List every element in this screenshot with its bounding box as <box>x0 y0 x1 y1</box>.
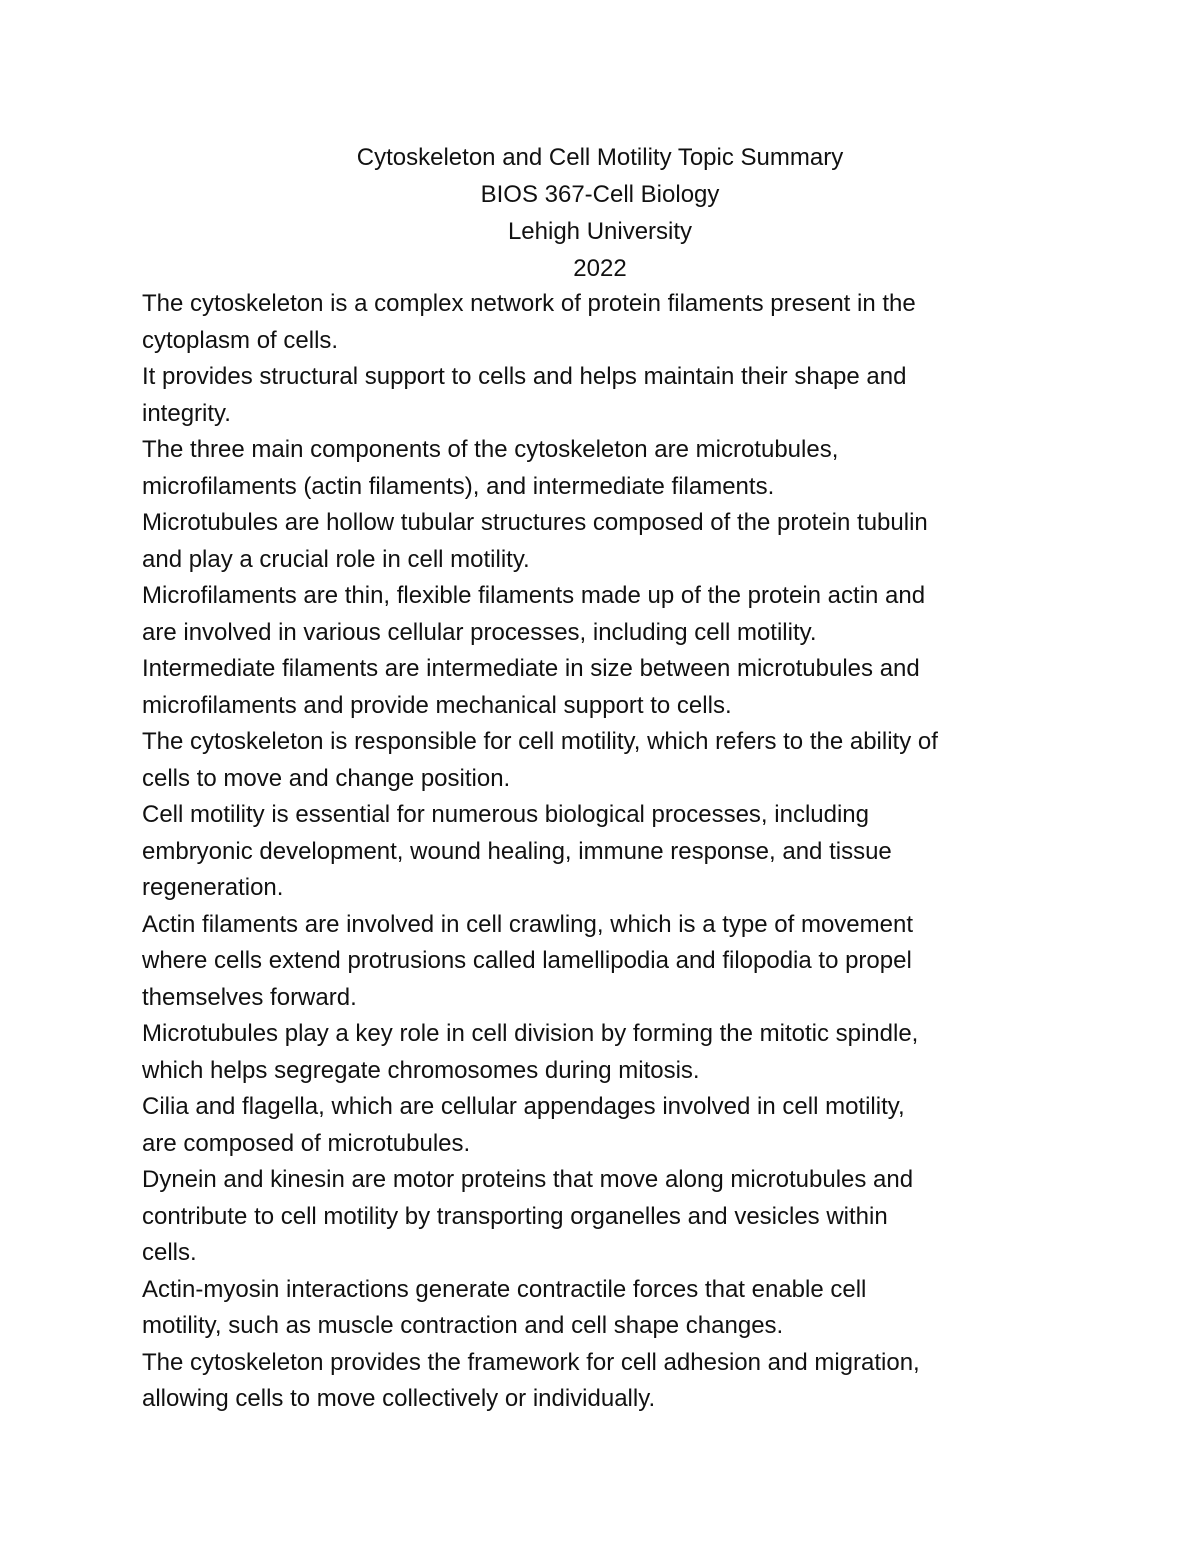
paragraph-line: themselves forward. <box>142 983 357 1011</box>
paragraph-line: Microtubules play a key role in cell division by forming the mitotic spindle, <box>142 1020 919 1047</box>
paragraph-line: Cilia and flagella, which are cellular appendages involved in cell motility, <box>142 1093 905 1120</box>
paragraph-line: The three main components of the cytoskeleton are microtubules, <box>142 436 839 463</box>
document-header <box>0 139 1200 287</box>
paragraph-line: microfilaments (actin filaments), and intermediate filaments. <box>142 472 775 500</box>
paragraph-line: Dynein and kinesin are motor proteins that move along microtubules and <box>142 1166 914 1193</box>
paragraph-line: The cytoskeleton is responsible for cell motility, which refers to the ability of <box>142 728 938 755</box>
paragraph-line: integrity. <box>142 399 231 427</box>
paragraph <box>142 1016 1072 1089</box>
paragraph-line: Microfilaments are thin, flexible filaments made up of the protein actin and <box>142 582 926 609</box>
paragraph-line: and play a crucial role in cell motility. <box>142 545 530 573</box>
paragraph-line: Actin filaments are involved in cell crawling, which is a type of movement <box>142 910 913 938</box>
paragraph <box>142 286 1072 359</box>
paragraph <box>142 359 1072 432</box>
paragraph-line: which helps segregate chromosomes during mitosis. <box>142 1056 700 1084</box>
paragraph-line: The cytoskeleton provides the framework for cell adhesion and migration, <box>142 1348 920 1376</box>
paragraph-line: Microtubules are hollow tubular structures composed of the protein tubulin <box>142 509 928 536</box>
paragraph-line: It provides structural support to cells and helps maintain their shape and <box>142 363 907 390</box>
paragraph-line: embryonic development, wound healing, immune response, and tissue <box>142 837 892 865</box>
paragraph-line: are involved in various cellular processes, including cell motility. <box>142 618 817 646</box>
paragraph-line: contribute to cell motility by transporting organelles and vesicles within <box>142 1202 888 1230</box>
institution-name: Lehigh University <box>507 218 693 245</box>
document-year: 2022 <box>573 255 627 282</box>
paragraph <box>142 505 1072 578</box>
paragraph-line: regeneration. <box>142 874 284 901</box>
paragraph-line: where cells extend protrusions called lamellipodia and filopodia to propel <box>142 947 912 974</box>
paragraph-line: are composed of microtubules. <box>142 1129 471 1157</box>
paragraph <box>142 1162 1072 1272</box>
paragraph <box>142 651 1072 724</box>
paragraph <box>142 1272 1072 1345</box>
paragraph <box>142 578 1072 651</box>
paragraph <box>142 797 1072 907</box>
paragraph-line: allowing cells to move collectively or individually. <box>142 1385 656 1412</box>
paragraph <box>142 724 1072 797</box>
paragraph <box>142 907 1072 1017</box>
document-title: Cytoskeleton and Cell Motility Topic Summary <box>356 144 844 171</box>
paragraph <box>142 432 1072 505</box>
paragraph-line: Intermediate filaments are intermediate in size between microtubules and <box>142 655 920 682</box>
paragraph <box>142 1089 1072 1162</box>
course-name: BIOS 367-Cell Biology <box>480 181 720 208</box>
paragraph-line: Actin-myosin interactions generate contractile forces that enable cell <box>142 1275 867 1303</box>
paragraph-line: cytoplasm of cells. <box>142 326 339 354</box>
paragraph-line: cells. <box>142 1239 197 1266</box>
paragraph <box>142 1345 1072 1418</box>
paragraph-line: Cell motility is essential for numerous biological processes, including <box>142 801 869 828</box>
paragraph-line: motility, such as muscle contraction and cell shape changes. <box>142 1312 784 1339</box>
paragraph-line: cells to move and change position. <box>142 764 511 792</box>
paragraph-line: The cytoskeleton is a complex network of protein filaments present in the <box>142 290 916 317</box>
document-body <box>142 286 1072 1418</box>
paragraph-line: microfilaments and provide mechanical support to cells. <box>142 691 732 719</box>
